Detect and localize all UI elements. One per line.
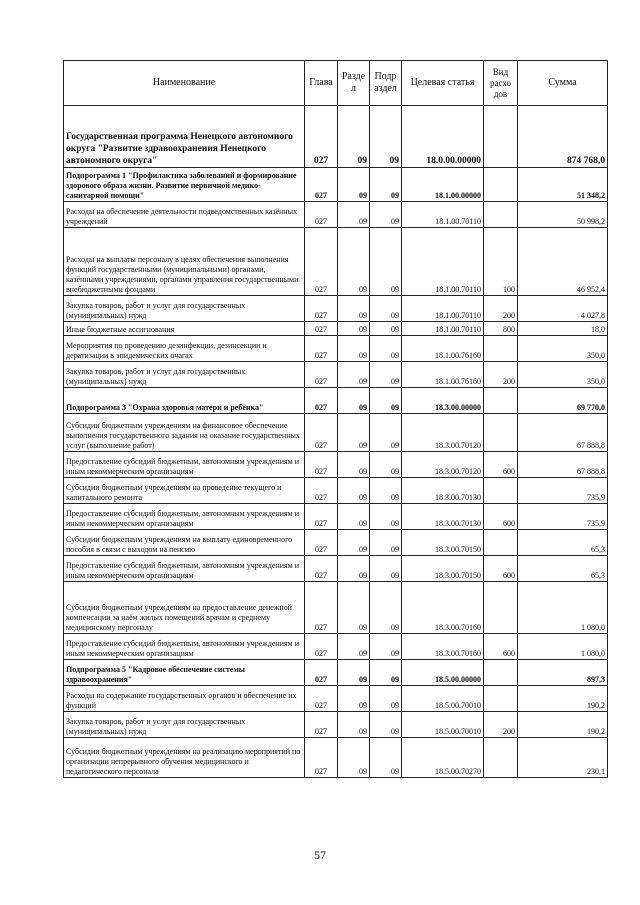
cell-chapter: 027	[305, 634, 338, 660]
cell-section: 09	[338, 738, 370, 778]
cell-target: 18.5.00.70010	[402, 712, 484, 738]
cell-subsection: 09	[370, 106, 402, 168]
cell-name: Расходы на выплаты персоналу в целях обеспечения выполнения функций государственными (муниципальными) органами, казёнными учреждениями, органами управления государственными внебюджетными фондами	[64, 228, 305, 296]
header-chapter: Глава	[305, 61, 338, 106]
header-target: Целевая статья	[402, 61, 484, 106]
budget-table	[63, 60, 608, 778]
table-row	[64, 738, 608, 778]
cell-sum: 51 348,2	[518, 168, 608, 202]
cell-chapter: 027	[305, 296, 338, 322]
table-row	[64, 582, 608, 634]
cell-expense-type: 600	[484, 556, 518, 582]
cell-name: Мероприятия по проведению дезинфекции, дезинсекции и дератизации в эпидемических очагах	[64, 336, 305, 362]
cell-section: 09	[338, 296, 370, 322]
table-row	[64, 712, 608, 738]
cell-name: Субсидии бюджетным учреждениям на реализацию мероприятий по организации непрерывного обучения медицинского и педагогического персонала	[64, 738, 305, 778]
cell-subsection: 09	[370, 452, 402, 478]
cell-subsection: 09	[370, 478, 402, 504]
cell-name: Предоставление субсидий бюджетным, автономным учреждениям и иным некоммерческим организациям	[64, 504, 305, 530]
cell-target: 18.1.00.70110	[402, 296, 484, 322]
cell-name: Предоставление субсидий бюджетным, автономным учреждениям и иным некоммерческим организациям	[64, 634, 305, 660]
cell-sum: 735,9	[518, 504, 608, 530]
cell-subsection: 09	[370, 414, 402, 452]
cell-chapter: 027	[305, 336, 338, 362]
cell-expense-type	[484, 582, 518, 634]
cell-expense-type	[484, 660, 518, 686]
table-row	[64, 202, 608, 228]
cell-sum: 46 952,4	[518, 228, 608, 296]
table-row	[64, 336, 608, 362]
cell-name: Субсидии бюджетным учреждениям на предоставление денежной компенсации за наём жилых помещений врачам и среднему медицинскому персоналу	[64, 582, 305, 634]
cell-sum: 18,0	[518, 322, 608, 336]
cell-subsection: 09	[370, 168, 402, 202]
cell-subsection: 09	[370, 556, 402, 582]
cell-section: 09	[338, 634, 370, 660]
cell-chapter: 027	[305, 738, 338, 778]
header-expense-type: Вид расхо дов	[484, 61, 518, 106]
cell-chapter: 027	[305, 530, 338, 556]
cell-section: 09	[338, 582, 370, 634]
table-row	[64, 504, 608, 530]
table-row	[64, 296, 608, 322]
cell-expense-type	[484, 336, 518, 362]
cell-chapter: 027	[305, 504, 338, 530]
cell-chapter: 027	[305, 202, 338, 228]
cell-expense-type: 200	[484, 296, 518, 322]
cell-name: Закупка товаров, работ и услуг для государственных (муниципальных) нужд	[64, 296, 305, 322]
cell-target: 18.3.00.70120	[402, 452, 484, 478]
cell-section: 09	[338, 106, 370, 168]
cell-name: Иные бюджетные ассигнования	[64, 322, 305, 336]
cell-name: Расходы на содержание государственных органов и обеспечение их функций	[64, 686, 305, 712]
cell-section: 09	[338, 336, 370, 362]
cell-chapter: 027	[305, 388, 338, 414]
table-row	[64, 478, 608, 504]
table-row	[64, 452, 608, 478]
cell-target: 18.3.00.70160	[402, 634, 484, 660]
cell-name: Расходы на обеспечение деятельности подведомственных казённых учреждений	[64, 202, 305, 228]
cell-chapter: 027	[305, 712, 338, 738]
cell-chapter: 027	[305, 686, 338, 712]
header-name: Наименование	[64, 61, 305, 106]
cell-sum: 67 888,8	[518, 414, 608, 452]
table-row	[64, 530, 608, 556]
cell-target: 18.5.00.00000	[402, 660, 484, 686]
cell-chapter: 027	[305, 452, 338, 478]
table-header-row	[64, 61, 608, 106]
cell-chapter: 027	[305, 660, 338, 686]
cell-target: 18.1.00.70110	[402, 322, 484, 336]
cell-chapter: 027	[305, 168, 338, 202]
table-body	[64, 106, 608, 778]
cell-subsection: 09	[370, 686, 402, 712]
cell-section: 09	[338, 168, 370, 202]
cell-expense-type	[484, 388, 518, 414]
table-row	[64, 388, 608, 414]
cell-name: Предоставление субсидий бюджетным, автономным учреждениям и иным некоммерческим организациям	[64, 556, 305, 582]
cell-subsection: 09	[370, 322, 402, 336]
cell-target: 18.3.00.70160	[402, 582, 484, 634]
cell-target: 18.0.00.00000	[402, 106, 484, 168]
cell-sum: 4 027,8	[518, 296, 608, 322]
cell-sum: 50 998,2	[518, 202, 608, 228]
cell-subsection: 09	[370, 530, 402, 556]
cell-target: 18.1.00.76160	[402, 336, 484, 362]
cell-expense-type: 200	[484, 712, 518, 738]
cell-subsection: 09	[370, 712, 402, 738]
cell-sum: 1 080,0	[518, 582, 608, 634]
cell-section: 09	[338, 414, 370, 452]
cell-expense-type	[484, 202, 518, 228]
page-number: 57	[314, 848, 326, 862]
cell-sum: 230,1	[518, 738, 608, 778]
cell-section: 09	[338, 686, 370, 712]
cell-subsection: 09	[370, 738, 402, 778]
cell-expense-type	[484, 686, 518, 712]
cell-expense-type	[484, 106, 518, 168]
cell-expense-type	[484, 168, 518, 202]
cell-subsection: 09	[370, 504, 402, 530]
cell-name: Субсидии бюджетным учреждениям на проведение текущего и капитального ремонта	[64, 478, 305, 504]
cell-target: 18.1.00.70110	[402, 228, 484, 296]
cell-expense-type: 800	[484, 322, 518, 336]
cell-chapter: 027	[305, 362, 338, 388]
cell-section: 09	[338, 556, 370, 582]
cell-section: 09	[338, 712, 370, 738]
cell-target: 18.1.00.00000	[402, 168, 484, 202]
cell-target: 18.3.00.70120	[402, 414, 484, 452]
cell-target: 18.3.00.70150	[402, 530, 484, 556]
cell-subsection: 09	[370, 634, 402, 660]
cell-name: Подпрограмма 3 "Охрана здоровья матери и ребёнка"	[64, 388, 305, 414]
cell-subsection: 09	[370, 228, 402, 296]
cell-name: Подпрограмма 5 "Кадровое обеспечение системы здравоохранения"	[64, 660, 305, 686]
table-row	[64, 106, 608, 168]
cell-section: 09	[338, 388, 370, 414]
table-row	[64, 322, 608, 336]
cell-expense-type	[484, 414, 518, 452]
cell-section: 09	[338, 202, 370, 228]
cell-chapter: 027	[305, 478, 338, 504]
cell-chapter: 027	[305, 106, 338, 168]
cell-sum: 190,2	[518, 712, 608, 738]
cell-name: Субсидии бюджетным учреждениям на финансовое обеспечение выполнения государственного задания на оказание государственных услуг (выполнение работ)	[64, 414, 305, 452]
cell-target: 18.5.00.70010	[402, 686, 484, 712]
cell-sum: 65,3	[518, 530, 608, 556]
cell-sum: 1 080,0	[518, 634, 608, 660]
table-row	[64, 556, 608, 582]
cell-target: 18.5.00.70270	[402, 738, 484, 778]
cell-chapter: 027	[305, 322, 338, 336]
cell-chapter: 027	[305, 228, 338, 296]
cell-section: 09	[338, 530, 370, 556]
cell-section: 09	[338, 660, 370, 686]
cell-expense-type: 100	[484, 228, 518, 296]
cell-name: Предоставление субсидий бюджетным, автономным учреждениям и иным некоммерческим организациям	[64, 452, 305, 478]
cell-sum: 897,3	[518, 660, 608, 686]
cell-subsection: 09	[370, 202, 402, 228]
cell-subsection: 09	[370, 336, 402, 362]
cell-target: 18.1.00.70110	[402, 202, 484, 228]
cell-expense-type: 600	[484, 452, 518, 478]
cell-subsection: 09	[370, 582, 402, 634]
cell-sum: 67 888,8	[518, 452, 608, 478]
cell-target: 18.3.00.70130	[402, 504, 484, 530]
cell-section: 09	[338, 504, 370, 530]
cell-target: 18.3.00.70150	[402, 556, 484, 582]
cell-expense-type: 600	[484, 504, 518, 530]
cell-target: 18.3.00.70130	[402, 478, 484, 504]
table-row	[64, 414, 608, 452]
cell-target: 18.1.00.76160	[402, 362, 484, 388]
cell-section: 09	[338, 228, 370, 296]
cell-name: Закупка товаров, работ и услуг для государственных (муниципальных) нужд	[64, 712, 305, 738]
cell-subsection: 09	[370, 296, 402, 322]
cell-section: 09	[338, 322, 370, 336]
cell-expense-type	[484, 738, 518, 778]
table-row	[64, 686, 608, 712]
cell-chapter: 027	[305, 556, 338, 582]
header-section: Разде л	[338, 61, 370, 106]
cell-subsection: 09	[370, 660, 402, 686]
cell-sum: 350,0	[518, 362, 608, 388]
cell-section: 09	[338, 452, 370, 478]
cell-name: Государственная программа Ненецкого автономного округа "Развитие здравоохранения Ненецкого автономного округа"	[64, 106, 305, 168]
cell-subsection: 09	[370, 388, 402, 414]
cell-name: Подпрограмма 1 "Профилактика заболеваний и формирование здорового образа жизни. Развитие первичной медико-санитарной помощи"	[64, 168, 305, 202]
cell-chapter: 027	[305, 582, 338, 634]
cell-section: 09	[338, 362, 370, 388]
table-row	[64, 660, 608, 686]
cell-sum: 735,9	[518, 478, 608, 504]
cell-sum: 350,0	[518, 336, 608, 362]
cell-expense-type: 200	[484, 362, 518, 388]
cell-subsection: 09	[370, 362, 402, 388]
cell-sum: 874 768,0	[518, 106, 608, 168]
cell-sum: 65,3	[518, 556, 608, 582]
table-row	[64, 228, 608, 296]
cell-sum: 190,2	[518, 686, 608, 712]
cell-expense-type: 600	[484, 634, 518, 660]
cell-chapter: 027	[305, 414, 338, 452]
header-subsection: Подр аздел	[370, 61, 402, 106]
cell-expense-type	[484, 478, 518, 504]
cell-sum: 69 770,0	[518, 388, 608, 414]
header-sum: Сумма	[518, 61, 608, 106]
cell-expense-type	[484, 530, 518, 556]
cell-section: 09	[338, 478, 370, 504]
table-row	[64, 634, 608, 660]
table-row	[64, 362, 608, 388]
cell-target: 18.3.00.00000	[402, 388, 484, 414]
table-row	[64, 168, 608, 202]
cell-name: Закупка товаров, работ и услуг для государственных (муниципальных) нужд	[64, 362, 305, 388]
cell-name: Субсидии бюджетным учреждениям на выплату единовременного пособия в связи с выходом на пенсию	[64, 530, 305, 556]
